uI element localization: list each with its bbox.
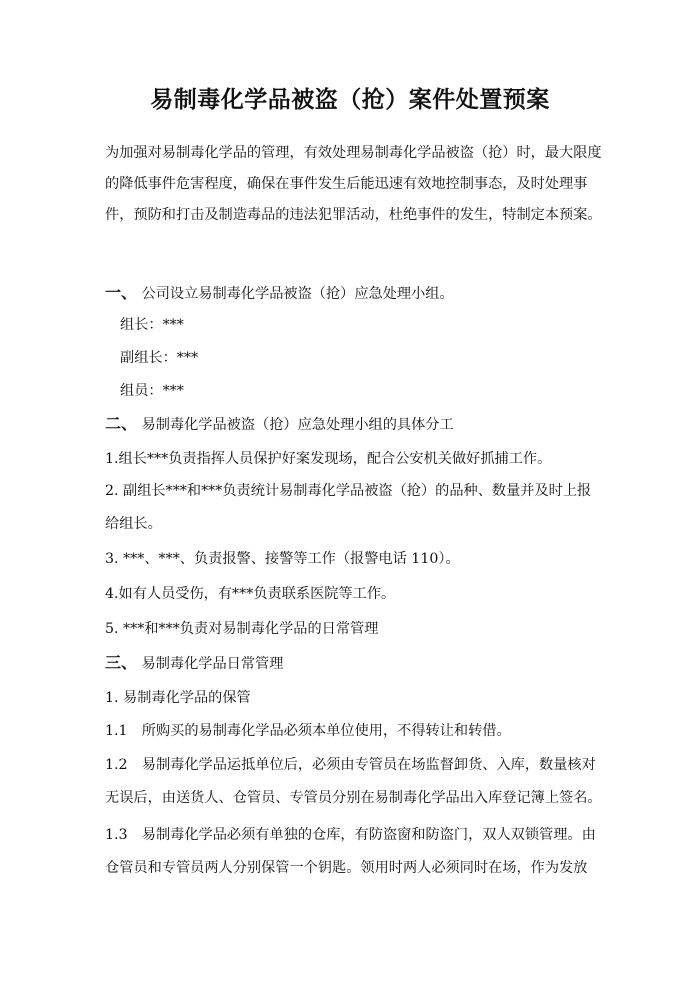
section-3-number: 三、 xyxy=(105,653,138,672)
section-2-heading xyxy=(105,413,454,436)
section-2-item-5: 5. ***和***负责对易制毒化学品的日常管理 xyxy=(105,621,379,637)
section-3-item-1-1: 1.1 所购买的易制毒化学品必须本单位使用，不得转让和转借。 xyxy=(105,723,511,739)
section-2-text: 易制毒化学品被盗（抢）应急处理小组的具体分工 xyxy=(141,417,454,433)
intro-paragraph: 为加强对易制毒化学品的管理，有效处理易制毒化学品被盗（抢）时，最大限度的降低事件危害程度，确保在事件发生后能迅速有效地控制事态，及时处理事件，预防和打击及制造毒品的违法犯罪活动，杜绝事件的发生，特制定本预案。 xyxy=(105,145,602,223)
section-2-number: 二、 xyxy=(105,414,138,433)
section-2-item-4: 4.如有人员受伤，有***负责联系医院等工作。 xyxy=(105,586,396,602)
section-3-subheading: 1. 易制毒化学品的保管 xyxy=(105,690,251,706)
section-1-number: 一、 xyxy=(105,283,138,302)
section-1-heading xyxy=(105,282,454,305)
section-1-text: 公司设立易制毒化学品被盗（抢）应急处理小组。 xyxy=(141,286,454,302)
section-2-item-2: 2. 副组长***和***负责统计易制毒化学品被盗（抢）的品种、数量并及时上报给组长。 xyxy=(105,483,592,532)
group-vice-leader: 副组长：*** xyxy=(120,350,199,366)
group-members: 组员：*** xyxy=(120,383,184,399)
section-3-text: 易制毒化学品日常管理 xyxy=(141,656,284,672)
group-leader: 组长：*** xyxy=(120,317,184,333)
section-3-item-1-2: 1.2 易制毒化学品运抵单位后，必须由专管员在场监督卸货、入库，数量核对无误后，由送货人、仓管员、专管员分别在易制毒化学品出入库登记簿上签名。 xyxy=(105,757,602,806)
section-3-item-1-3: 1.3 易制毒化学品必须有单独的仓库，有防盗窗和防盗门，双人双锁管理。由仓管员和专管员两人分别保管一个钥匙。领用时两人必须同时在场，作为发放 xyxy=(105,827,596,876)
section-3-heading xyxy=(105,652,283,675)
section-2-item-1: 1.组长***负责指挥人员保护好案发现场，配合公安机关做好抓捕工作。 xyxy=(105,451,552,467)
section-2-item-3: 3. ***、***、负责报警、接警等工作（报警电话 110）。 xyxy=(105,551,460,567)
document-title: 易制毒化学品被盗（抢）案件处置预案 xyxy=(150,87,550,113)
